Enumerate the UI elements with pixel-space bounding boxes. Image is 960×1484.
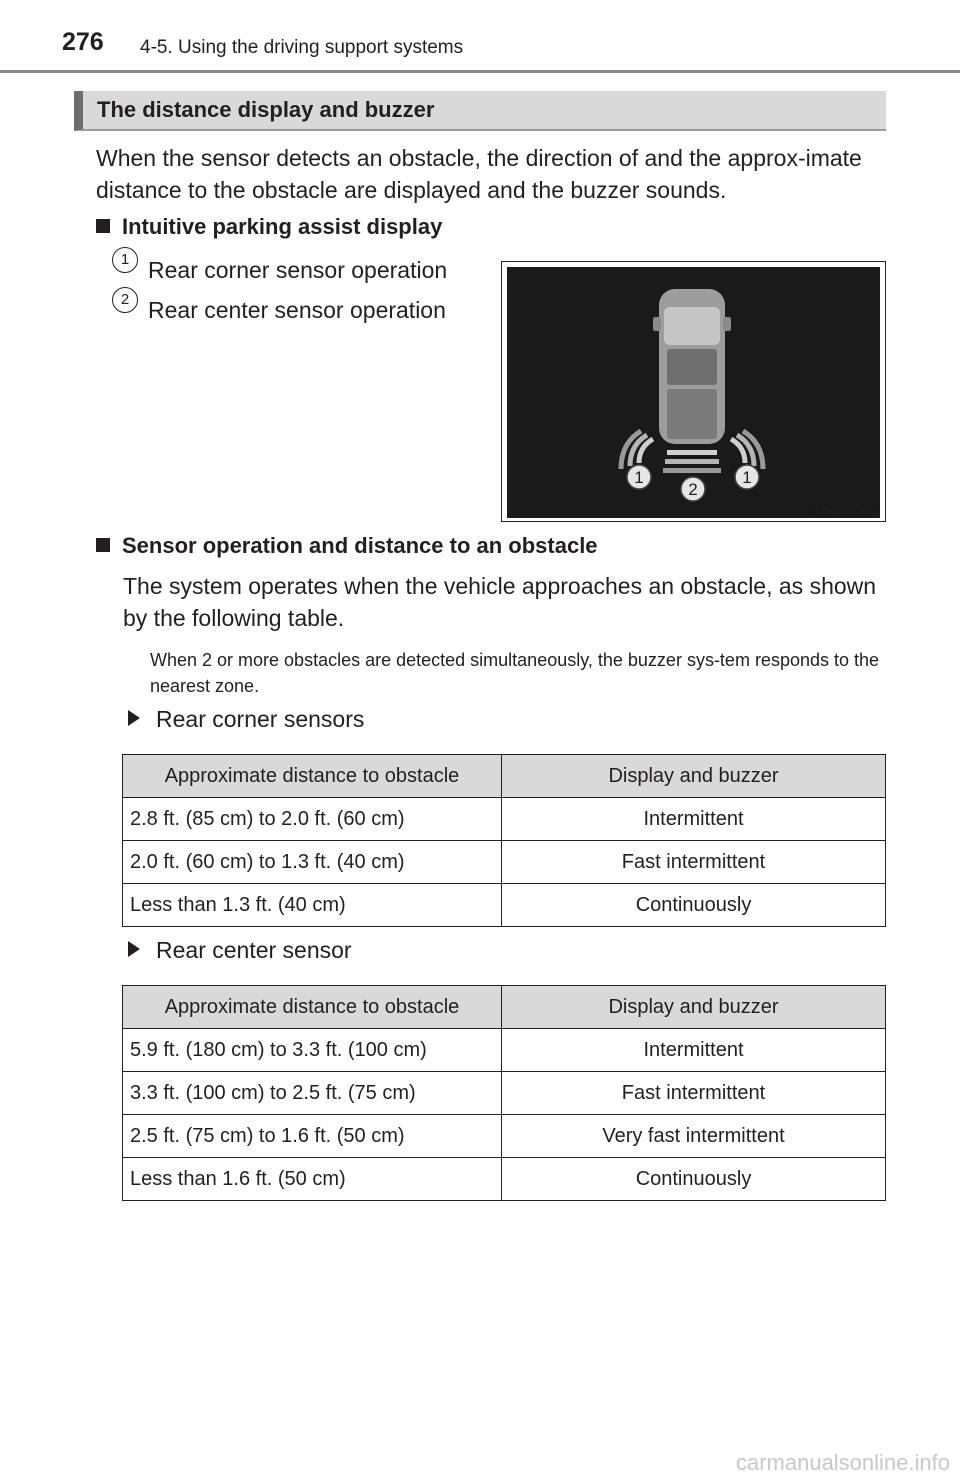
table-cell: Less than 1.3 ft. (40 cm) xyxy=(123,884,502,927)
table-cell: Intermittent xyxy=(502,1029,886,1072)
table-row xyxy=(123,1072,886,1115)
corner-sensor-table xyxy=(122,754,886,927)
figure-marker-label: 1 xyxy=(634,468,644,487)
center-sensor-table xyxy=(122,985,886,1201)
table-cell: 3.3 ft. (100 cm) to 2.5 ft. (75 cm) xyxy=(123,1072,502,1115)
triangle-bullet-icon xyxy=(128,710,140,726)
section-heading-text: The distance display and buzzer xyxy=(97,97,435,122)
table-row xyxy=(123,884,886,927)
page-number: 276 xyxy=(62,28,104,56)
sensor-paragraph: The system operates when the vehicle approaches an obstacle, as shown by the following table. xyxy=(123,573,877,631)
square-bullet-icon xyxy=(96,538,110,552)
note-paragraph: When 2 or more obstacles are detected simultaneously, the buzzer sys-tem responds to the nearest zone. xyxy=(150,650,880,696)
table-header-row xyxy=(123,755,886,798)
center-table-title-text: Rear center sensor xyxy=(156,937,352,963)
table-row xyxy=(123,798,886,841)
chapter-title: 4-5. Using the driving support systems xyxy=(140,37,464,58)
subheading-sensor-text: Sensor operation and distance to an obstacle xyxy=(122,533,598,558)
vehicle-top-view-illustration xyxy=(507,267,880,518)
center-table-title xyxy=(128,937,352,964)
table-cell: Less than 1.6 ft. (50 cm) xyxy=(123,1158,502,1201)
parking-assist-figure xyxy=(501,261,886,522)
callout-item xyxy=(112,250,448,285)
square-bullet-icon xyxy=(96,219,110,233)
table-cell: Fast intermittent xyxy=(502,841,886,884)
table-header-row xyxy=(123,986,886,1029)
table-header-cell: Approximate distance to obstacle xyxy=(123,986,502,1029)
figure-marker-label: 2 xyxy=(688,480,698,499)
subheading-display-text: Intuitive parking assist display xyxy=(122,214,443,239)
callout-number: 2 xyxy=(112,287,138,313)
table-header-cell: Display and buzzer xyxy=(502,755,886,798)
figure-callout-marker xyxy=(735,465,759,489)
header-divider xyxy=(0,70,960,73)
table-cell: Fast intermittent xyxy=(502,1072,886,1115)
subheading-display xyxy=(96,214,442,240)
intro-paragraph: When the sensor detects an obstacle, the direction of and the approx-imate distance to the obstacle are displayed and the buzzer sounds. xyxy=(96,145,862,203)
corner-table-title-text: Rear corner sensors xyxy=(156,706,365,732)
table-cell: Very fast intermittent xyxy=(502,1115,886,1158)
figure-callout-marker xyxy=(627,465,651,489)
section-heading xyxy=(74,91,886,131)
table-cell: 2.5 ft. (75 cm) to 1.6 ft. (50 cm) xyxy=(123,1115,502,1158)
figure-display xyxy=(507,267,880,518)
callout-number: 1 xyxy=(112,247,138,273)
table-header-cell: Approximate distance to obstacle xyxy=(123,755,502,798)
table-cell: Continuously xyxy=(502,1158,886,1201)
table-row xyxy=(123,841,886,884)
table-header-cell: Display and buzzer xyxy=(502,986,886,1029)
callout-label: Rear corner sensor operation xyxy=(148,257,448,283)
figure-callout-marker xyxy=(681,477,705,501)
corner-table-title xyxy=(128,706,364,733)
table-cell: 2.8 ft. (85 cm) to 2.0 ft. (60 cm) xyxy=(123,798,502,841)
table-row xyxy=(123,1115,886,1158)
table-row xyxy=(123,1158,886,1201)
subheading-sensor xyxy=(96,533,598,559)
callout-item xyxy=(112,290,446,325)
figure-code: STY45BD011 xyxy=(812,506,879,518)
table-cell: 5.9 ft. (180 cm) to 3.3 ft. (100 cm) xyxy=(123,1029,502,1072)
callout-label: Rear center sensor operation xyxy=(148,297,446,323)
figure-marker-label: 1 xyxy=(742,468,752,487)
table-cell: Continuously xyxy=(502,884,886,927)
table-cell: Intermittent xyxy=(502,798,886,841)
triangle-bullet-icon xyxy=(128,941,140,957)
table-cell: 2.0 ft. (60 cm) to 1.3 ft. (40 cm) xyxy=(123,841,502,884)
watermark: carmanualsonline.info xyxy=(735,1450,950,1475)
table-row xyxy=(123,1029,886,1072)
